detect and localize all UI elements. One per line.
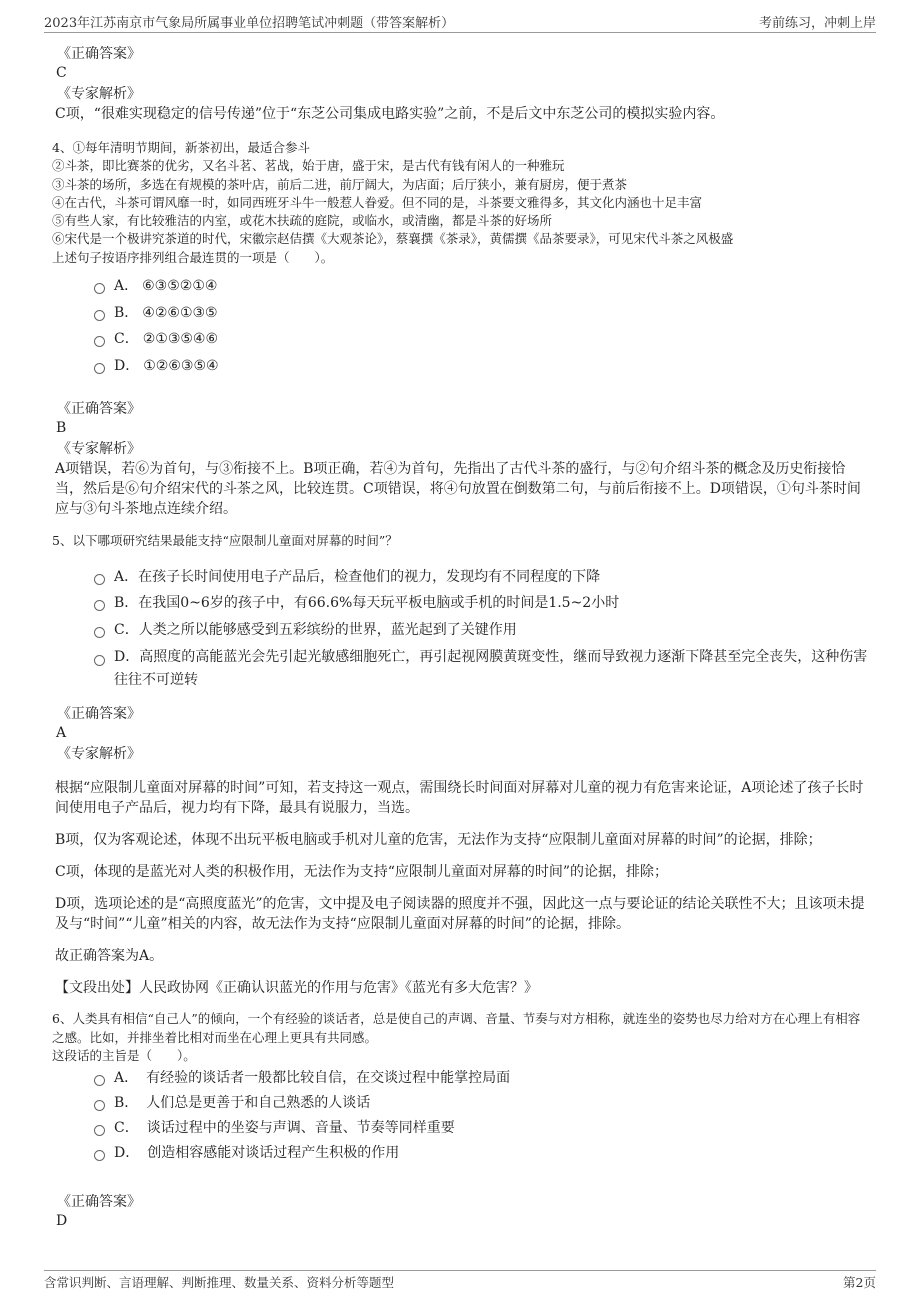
option-letter: D． (114, 357, 140, 374)
option-letter: C． (114, 1120, 139, 1137)
page-header (44, 12, 876, 33)
radio-button-icon[interactable] (94, 283, 105, 294)
analysis-paragraph: C项，体现的是蓝光对人类的积极作用，无法作为支持“应限制儿童面对屏幕的时间”的论据，排除； (55, 864, 669, 881)
option-c[interactable] (94, 329, 872, 356)
option-a[interactable] (94, 567, 872, 593)
question-5 (52, 532, 872, 998)
option-letter: B． (114, 1095, 139, 1112)
document-body (52, 44, 872, 1232)
analysis-text: C项，“很难实现稳定的信号传递”位于“东芝公司集成电路实验”之前，不是后文中东芝公司的模拟实验内容。 (55, 106, 725, 122)
option-text: 人们总是更善于和自己熟悉的人谈话 (146, 1095, 371, 1112)
option-text: 在孩子长时间使用电子产品后，检查他们的视力，发现均有不同程度的下降 (138, 569, 601, 586)
analysis-paragraph: 根据“应限制儿童面对屏幕的时间”可知，若支持这一观点，需围绕长时间面对屏幕对儿童的视力有危害来论证，A项论述了孩子长时间使用电子产品后，视力均有下降，最具有说服力，当选。 (55, 780, 864, 817)
answer-value: B (56, 420, 67, 437)
option-d[interactable] (94, 646, 872, 692)
option-letter: A． (114, 278, 139, 295)
question-stem-line: 这段话的主旨是（ ）。 (52, 1047, 196, 1063)
option-list (52, 1068, 872, 1168)
answer-value: A (56, 725, 67, 742)
question-stem-line: 4、①每年清明节期间，新茶初出，最适合参斗 (52, 140, 310, 155)
analysis-label: 《专家解析》 (57, 86, 141, 102)
question-stem-line: ②斗茶，即比赛茶的优劣，又名斗茗、茗战，始于唐，盛于宋，是古代有钱有闲人的一种雅玩 (52, 158, 565, 174)
option-text: ①②⑥③⑤④ (143, 357, 219, 374)
source-citation: 【文段出处】人民政协网《正确认识蓝光的作用与危害》《蓝光有多大危害？》 (55, 980, 538, 997)
answer-label: 《正确答案》 (57, 401, 141, 418)
option-letter: B． (114, 595, 139, 612)
answer-value: C (56, 65, 67, 81)
question-4 (52, 139, 872, 519)
footer-subjects: 含常识判断、言语理解、判断推理、数量关系、资料分析等题型 (44, 1275, 395, 1290)
analysis-paragraph: B项，仅为客观论述，体现不出玩平板电脑或手机对儿童的危害，无法作为支持“应限制儿童面对屏幕的时间”的论据，排除； (55, 832, 822, 849)
option-letter: A． (114, 569, 139, 586)
analysis-text: A项错误，若⑥为首句，与③衔接不上。B项正确，若④为首句，先指出了古代斗茶的盛行，与②句介绍斗茶的概念及历史衔接恰当，然后是⑥句介绍宋代的斗茶之风，比较连贯。C项错误，将④句放置在倒数第二句，与前后衔接不上。D项错误，①句斗茶时间应与③句斗茶地点连续介绍。 (55, 461, 861, 518)
option-b[interactable] (94, 593, 872, 620)
option-letter: C． (114, 331, 139, 348)
analysis-paragraph: D项，选项论述的是“高照度蓝光”的危害，文中提及电子阅读器的照度并不强，因此这一点与要论证的结论关联性不大；且该项未提及与“时间”“儿童”相关的内容，故无法作为支持“应限制儿童面对屏幕的时间”的论据，排除。 (55, 896, 865, 933)
answer-label: 《正确答案》 (57, 46, 141, 62)
option-list (52, 567, 872, 692)
option-letter: D． (114, 1145, 140, 1162)
option-letter: D． (114, 649, 140, 666)
analysis-label: 《专家解析》 (57, 441, 141, 458)
option-b[interactable] (94, 1093, 872, 1118)
option-letter: C． (114, 622, 139, 639)
radio-button-icon[interactable] (94, 310, 105, 321)
answer-label: 《正确答案》 (57, 1194, 141, 1211)
radio-button-icon[interactable] (94, 336, 105, 347)
option-text: ④②⑥①③⑤ (142, 304, 218, 321)
option-c[interactable] (94, 1118, 872, 1143)
option-list (52, 276, 872, 382)
option-text: 在我国0~6岁的孩子中，有66.6%每天玩平板电脑或手机的时间是1.5~2小时 (138, 595, 620, 612)
radio-button-icon[interactable] (94, 655, 105, 666)
question-6 (52, 1010, 872, 1231)
option-text: ②①③⑤④⑥ (142, 331, 219, 348)
option-text: 人类之所以能够感受到五彩缤纷的世界，蓝光起到了关键作用 (138, 622, 517, 639)
option-text: 创造相容感能对谈话过程产生积极的作用 (147, 1145, 400, 1162)
question-stem-line: ③斗茶的场所，多选在有规模的茶叶店，前后二进，前厅阔大，为店面；后厅狭小，兼有厨房，便于煮茶 (52, 176, 628, 192)
page-footer (44, 1270, 876, 1290)
question-stem-line: ⑥宋代是一个极讲究茶道的时代，宋徽宗赵佶撰《大观茶论》，蔡襄撰《茶录》，黄儒撰《品茶要录》，可见宋代斗茶之风极盛 (52, 231, 734, 247)
analysis-conclusion: 故正确答案为A。 (55, 948, 164, 965)
option-a[interactable] (94, 276, 872, 303)
answer-value: D (56, 1213, 68, 1230)
option-d[interactable] (94, 356, 872, 383)
question-stem: 6、人类具有相信“自己人”的倾向，一个有经验的谈话者，总是使自己的声调、音量、节奏与对方相称，就连坐的姿势也尽力给对方在心理上有相容之感。比如，并排坐着比相对而坐在心理上更具有共同感。 (52, 1011, 861, 1045)
option-text: 谈话过程中的坐姿与声调、音量、节奏等同样重要 (146, 1120, 455, 1137)
option-a[interactable] (94, 1068, 872, 1093)
header-tagline: 考前练习，冲刺上岸 (758, 16, 876, 31)
option-text: ⑥③⑤②①④ (142, 278, 218, 295)
option-b[interactable] (94, 303, 872, 330)
document-title: 2023年江苏南京市气象局所属事业单位招聘笔试冲刺题（带答案解析） (44, 16, 455, 31)
option-d[interactable] (94, 1143, 872, 1168)
option-letter: A． (114, 1070, 139, 1087)
answer-label: 《正确答案》 (57, 706, 141, 723)
question-stem-line: 上述句子按语序排列组合最连贯的一项是（ ）。 (52, 249, 334, 265)
option-text: 有经验的谈话者一般都比较自信，在交谈过程中能掌控局面 (146, 1070, 511, 1087)
option-text: 高照度的高能蓝光会先引起光敏感细胞死亡，再引起视网膜黄斑变性，继而导致视力逐渐下降甚至完全丧失，这种伤害往往不可逆转 (114, 649, 868, 689)
analysis-label: 《专家解析》 (57, 746, 141, 763)
question-stem-line: ④在古代，斗茶可谓风靡一时，如同西班牙斗牛一般惹人眷爱。但不同的是，斗茶要文雅得多，其文化内涵也十足丰富 (52, 194, 703, 210)
option-letter: B． (114, 304, 139, 321)
question-stem: 5、以下哪项研究结果最能支持“应限制儿童面对屏幕的时间”？ (52, 533, 398, 549)
radio-button-icon[interactable] (94, 363, 105, 374)
question-stem-line: ⑤有些人家，有比较雅洁的内室，或花木扶疏的庭院，或临水，或清幽，都是斗茶的好场所 (52, 213, 553, 229)
page-number: 第2页 (843, 1275, 876, 1290)
option-c[interactable] (94, 620, 872, 646)
